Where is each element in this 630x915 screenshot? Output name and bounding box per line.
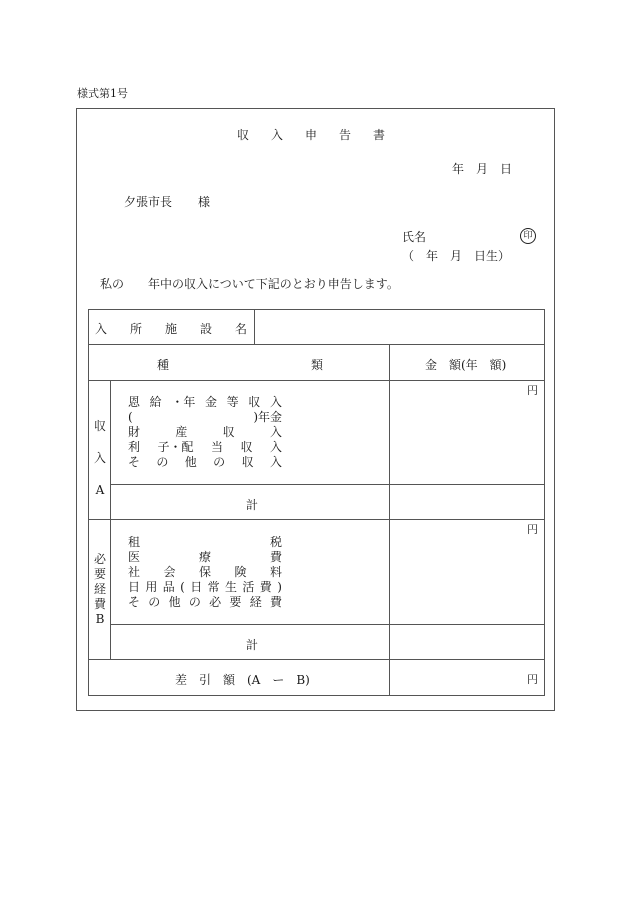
- birth-date-line[interactable]: （ 年 月 日生）: [402, 249, 511, 263]
- income-item-text: 給: [149, 395, 162, 409]
- expenses-label: [93, 553, 107, 628]
- expenses-label-char: 経: [93, 582, 106, 596]
- expense-item-row: [128, 535, 282, 550]
- income-label-char: A: [95, 483, 105, 497]
- expense-yen-unit: 円: [527, 523, 538, 536]
- expense-amount-field[interactable]: [391, 521, 543, 622]
- income-total-field[interactable]: [391, 486, 543, 518]
- expense-item-text: 税: [269, 535, 282, 549]
- expense-item-text: 活: [242, 580, 255, 594]
- difference-field[interactable]: [391, 661, 521, 693]
- expense-total-field[interactable]: [391, 626, 543, 658]
- expense-item-row: [128, 580, 282, 595]
- expense-item-text: 日: [128, 580, 141, 594]
- income-yen-unit: 円: [527, 384, 538, 397]
- expense-item-row: [128, 565, 282, 580]
- income-item-text: 入: [269, 455, 282, 469]
- income-item-text: ・年: [171, 395, 196, 409]
- expense-item-text: 必: [209, 595, 222, 609]
- income-item-row: [128, 410, 282, 425]
- expense-item-text: 生: [225, 580, 238, 594]
- income-total-label: 計: [246, 498, 259, 512]
- addressee-honorific: 様: [198, 195, 211, 209]
- income-item-text: 収: [222, 425, 235, 439]
- addressee: [124, 193, 210, 210]
- income-item-text: 恩: [128, 395, 141, 409]
- expenses-label-char: B: [95, 612, 105, 626]
- declaration-suffix: 年中の収入について下記のとおり申告します。: [148, 277, 399, 291]
- difference-label: 差 引 額 (A ー B): [175, 673, 310, 687]
- expense-item-text: 費: [269, 550, 282, 564]
- expense-item-text: 他: [168, 595, 181, 609]
- facility-label-char: 設: [199, 322, 212, 336]
- income-item-text: 等: [226, 395, 239, 409]
- expense-item-text: 租: [128, 535, 141, 549]
- facility-input[interactable]: [256, 311, 543, 343]
- expense-item-text: 社: [128, 565, 141, 579]
- expense-item-text: 費: [259, 580, 272, 594]
- income-item-text: )年金: [253, 410, 282, 424]
- income-item-row: [128, 455, 282, 470]
- seal-mark: 印: [520, 228, 536, 244]
- expense-item-text: 険: [234, 565, 247, 579]
- income-items: [128, 395, 282, 470]
- expense-item-text: の: [188, 595, 201, 609]
- expense-items: [128, 535, 282, 610]
- expense-total-label: 計: [246, 638, 259, 652]
- expense-item-text: 要: [229, 595, 242, 609]
- income-item-text: 他: [184, 455, 197, 469]
- income-item-text: 子・配: [157, 440, 194, 454]
- income-label: [93, 420, 107, 516]
- facility-label-char: 名: [234, 322, 247, 336]
- expenses-label-char: 費: [93, 597, 106, 611]
- income-item-text: 金: [204, 395, 217, 409]
- facility-label-char: 施: [164, 322, 177, 336]
- expense-item-text: の: [148, 595, 161, 609]
- amount-header: 金 額(年 額): [425, 358, 507, 372]
- income-label-char: 収: [93, 419, 106, 433]
- income-item-row: [128, 440, 282, 455]
- date-line[interactable]: 年 月 日: [452, 162, 513, 176]
- name-label: 氏名: [402, 230, 427, 244]
- income-item-text: 収: [241, 455, 254, 469]
- income-item-text: の: [213, 455, 226, 469]
- expense-item-text: ): [277, 580, 282, 594]
- expense-item-text: 保: [198, 565, 211, 579]
- income-item-row: [128, 425, 282, 440]
- expense-item-text: (: [180, 580, 185, 594]
- declaration-text: [100, 275, 399, 292]
- income-item-text: 入: [269, 425, 282, 439]
- facility-label-char: 入: [95, 322, 108, 336]
- expense-item-text: 品: [162, 580, 175, 594]
- type-header-1: 種: [157, 358, 170, 372]
- expense-item-text: そ: [128, 595, 141, 609]
- expense-item-text: 経: [249, 595, 262, 609]
- income-item-text: の: [156, 455, 169, 469]
- facility-label: [95, 320, 247, 337]
- expense-item-row: [128, 550, 282, 565]
- addressee-office: 夕張市長: [124, 195, 173, 209]
- income-item-text: そ: [128, 455, 141, 469]
- income-item-text: 入: [269, 440, 282, 454]
- expense-item-text: 医: [128, 550, 141, 564]
- income-label-char: 入: [93, 451, 106, 465]
- expense-item-row: [128, 595, 282, 610]
- income-item-text: 収: [248, 395, 261, 409]
- expenses-label-char: 要: [93, 567, 106, 581]
- expense-item-text: 日: [190, 580, 203, 594]
- declaration-prefix: 私の: [100, 277, 125, 291]
- income-item-text: 入: [269, 395, 282, 409]
- expenses-label-char: 必: [93, 552, 106, 566]
- income-item-text: 収: [240, 440, 253, 454]
- expense-item-text: 費: [269, 595, 282, 609]
- difference-yen-unit: 円: [527, 673, 538, 686]
- facility-label-char: 所: [129, 322, 142, 336]
- form-number: 様式第1号: [77, 87, 128, 100]
- income-amount-field[interactable]: [391, 382, 543, 482]
- income-item-row: [128, 395, 282, 410]
- income-item-text: (: [128, 410, 133, 424]
- form-title: 収入申告書: [237, 128, 408, 142]
- expense-item-text: 常: [207, 580, 220, 594]
- expense-item-text: 用: [145, 580, 158, 594]
- expense-item-text: 会: [163, 565, 176, 579]
- income-item-text: 利: [128, 440, 141, 454]
- expense-item-text: 料: [269, 565, 282, 579]
- expense-item-text: 療: [198, 550, 211, 564]
- type-header-2: 類: [311, 358, 324, 372]
- income-item-text: 財: [128, 425, 141, 439]
- income-item-text: 産: [175, 425, 188, 439]
- income-item-text: 当: [210, 440, 223, 454]
